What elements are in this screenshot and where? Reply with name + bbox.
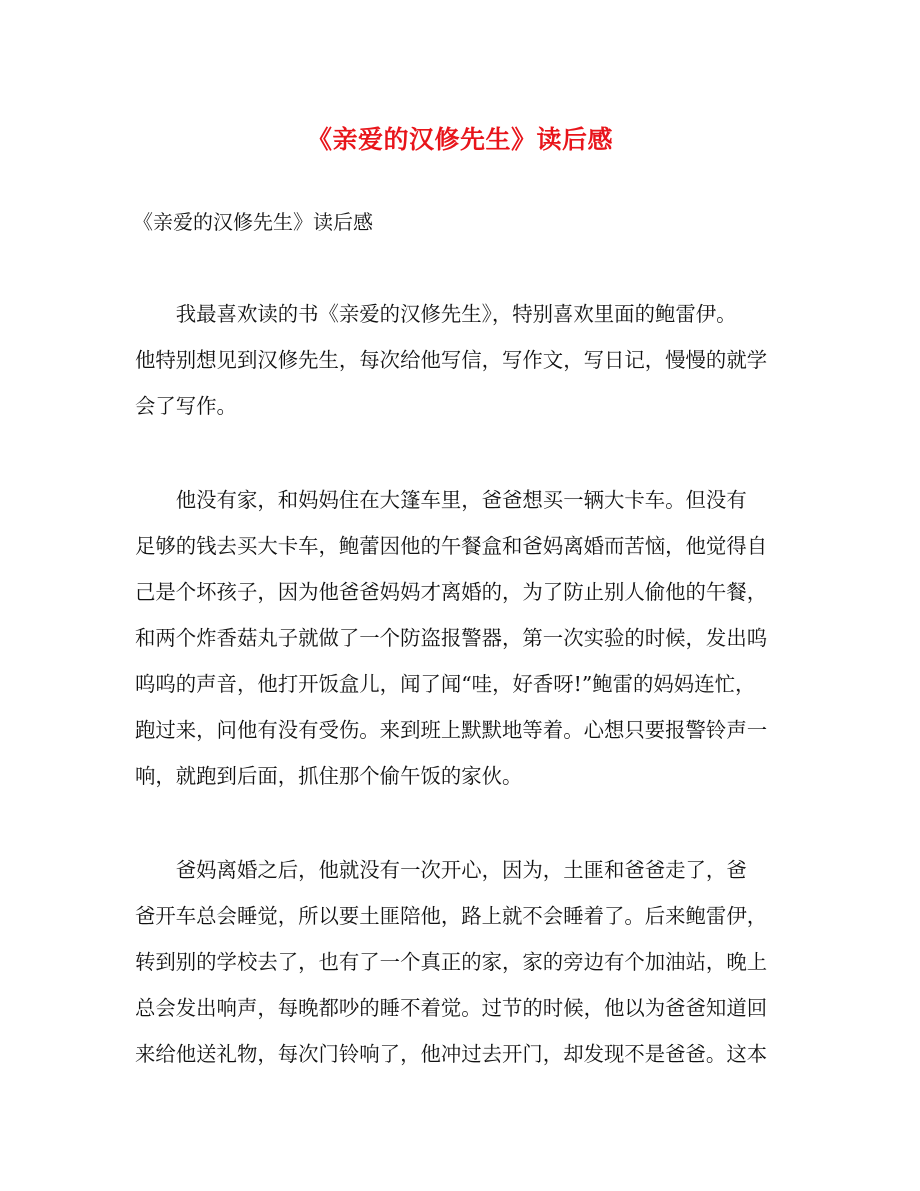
text-line: 跑过来，问他有没有受伤。来到班上默默地等着。心想只要报警铃声一 bbox=[135, 718, 768, 742]
text-line: 我最喜欢读的书《亲爱的汉修先生》，特别喜欢里面的鲍雷伊。 bbox=[135, 302, 737, 326]
paragraph-3 bbox=[135, 847, 795, 1077]
text-line: 他特别想见到汉修先生，每次给他写信，写作文，写日记，慢慢的就学 bbox=[135, 348, 768, 372]
text-line: 呜呜的声音，他打开饭盒儿，闻了闻“哇，好香呀!”鲍雷的妈妈连忙， bbox=[135, 672, 756, 696]
text-line: 爸开车总会睡觉，所以要土匪陪他，路上就不会睡着了。后来鲍雷伊， bbox=[135, 904, 768, 928]
text-line: 转到别的学校去了，也有了一个真正的家，家的旁边有个加油站，晚上 bbox=[135, 950, 768, 974]
paragraph-2 bbox=[135, 477, 795, 799]
paragraph-1 bbox=[135, 291, 795, 429]
text-line: 会了写作。 bbox=[135, 394, 237, 418]
text-line: 爸妈离婚之后，他就没有一次开心，因为，土匪和爸爸走了，爸 bbox=[135, 858, 747, 882]
text-line: 总会发出响声，每晚都吵的睡不着觉。过节的时候，他以为爸爸知道回 bbox=[135, 996, 768, 1020]
text-line: 来给他送礼物，每次门铃响了，他冲过去开门，却发现不是爸爸。这本 bbox=[135, 1042, 768, 1066]
text-line: 己是个坏孩子，因为他爸爸妈妈才离婚的，为了防止别人偷他的午餐， bbox=[135, 580, 768, 604]
text-line: 和两个炸香菇丸子就做了一个防盗报警器，第一次实验的时候，发出呜 bbox=[135, 626, 768, 650]
text-line: 足够的钱去买大卡车，鲍蕾因他的午餐盒和爸妈离婚而苦恼，他觉得自 bbox=[135, 534, 768, 558]
text-line: 他没有家，和妈妈住在大篷车里，爸爸想买一辆大卡车。但没有 bbox=[135, 488, 747, 512]
text-line: 响，就跑到后面，抓住那个偷午饭的家伙。 bbox=[135, 764, 523, 788]
document-subtitle: 《亲爱的汉修先生》读后感 bbox=[133, 210, 373, 234]
document-title: 《亲爱的汉修先生》读后感 bbox=[306, 125, 613, 154]
